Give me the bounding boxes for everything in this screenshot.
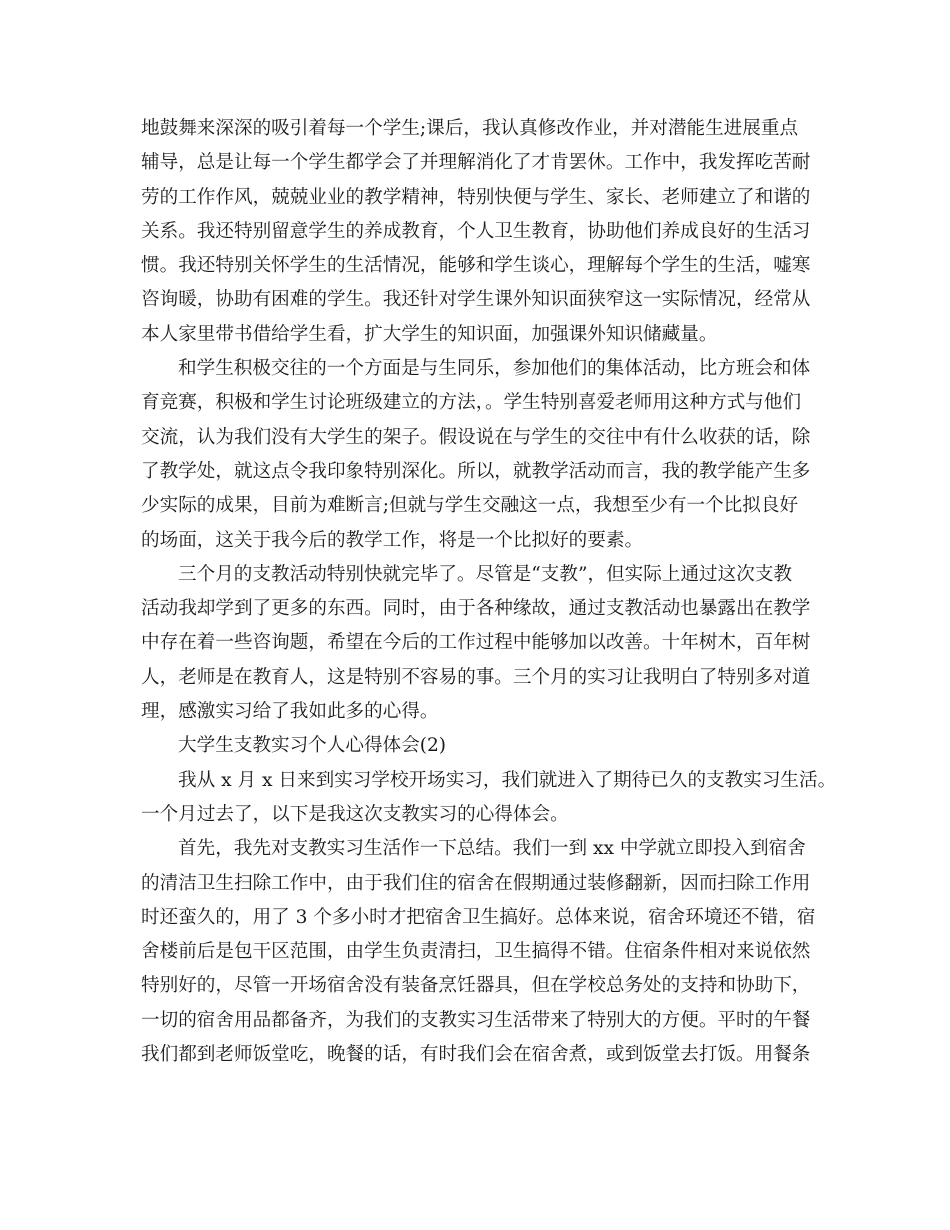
text-line: 时还蛮久的，用了 3 个多小时才把宿舍卫生搞好。总体来说，宿舍环境还不错，宿 [141,906,816,928]
text-line: 的场面，这关于我今后的教学工作，将是一个比拟好的要素。 [141,529,644,551]
text-line: 地鼓舞来深深的吸引着每一个学生;课后，我认真修改作业，并对潜能生进展重点 [141,118,799,139]
text-line: 中存在着一些咨询题，希望在今后的工作过程中能够加以改善。十年树木，百年树 [141,632,811,654]
text-line: 劳的工作作风，兢兢业业的教学精神，特别快便与学生、家长、老师建立了和谐的 [141,186,811,208]
paragraph-start-line: 首先，我先对支教实习生活作一下总结。我们一到 xx 中学就立即投入到宿舍 [178,838,806,860]
text-line: 本人家里带书借给学生看，扩大学生的知识面，加强课外知识储藏量。 [141,323,718,345]
text-line: 咨询暖，协助有困难的学生。我还针对学生课外知识面狭窄这一实际情况，经常从 [141,289,811,311]
paragraph-start-line: 和学生积极交往的一个方面是与生同乐，参加他们的集体活动，比方班会和体 [178,358,811,380]
text-line: 活动我却学到了更多的东西。同时，由于各种缘故，通过支教活动也暴露出在教学 [141,598,811,620]
paragraph-start-line: 大学生支教实习个人心得体会(2) [178,735,447,757]
text-line: 舍楼前后是包干区范围，由学生负责清扫，卫生搞得不错。住宿条件相对来说依然 [141,941,811,963]
text-line: 育竞赛，积极和学生讨论班级建立的方法，。学生特别喜爱老师用这种方式与他们 [141,392,802,414]
text-line: 惯。我还特别关怀学生的生活情况，能够和学生谈心，理解每个学生的生活，嘘寒 [141,255,811,277]
text-line: 理，感激实习给了我如此多的心得。 [141,701,439,723]
text-line: 了教学处，就这点令我印象特别深化。所以，就教学活动而言，我的教学能产生多 [141,460,811,482]
text-line: 特别好的，尽管一开场宿舍没有装备烹饪器具，但在学校总务处的支持和协助下， [141,975,811,997]
text-line: 辅导，总是让每一个学生都学会了并理解消化了才肯罢休。工作中，我发挥吃苦耐 [141,152,811,174]
text-line: 关系。我还特别留意学生的养成教育，个人卫生教育，协助他们养成良好的生活习 [141,220,811,242]
text-line: 一切的宿舍用品都备齐，为我们的支教实习生活带来了特别大的方便。平时的午餐 [141,1009,811,1031]
paragraph-start-line: 我从 x 月 x 日来到实习学校开场实习，我们就进入了期待已久的支教实习生活。 [178,769,837,791]
document-body [141,112,837,1072]
text-line: 的清洁卫生扫除工作中，由于我们住的宿舍在假期通过装修翻新，因而扫除工作用 [141,872,811,894]
text-line: 少实际的成果，目前为难断言;但就与学生交融这一点，我想至少有一个比拟良好 [141,495,799,517]
text-line: 我们都到老师饭堂吃，晚餐的话，有时我们会在宿舍煮，或到饭堂去打饭。用餐条 [141,1044,811,1066]
text-line: 人，老师是在教育人，这是特别不容易的事。三个月的实习让我明白了特别多对道 [141,666,811,688]
text-line: 一个月过去了，以下是我这次支教实习的心得体会。 [141,803,569,825]
text-line: 交流，认为我们没有大学生的架子。假设说在与学生的交往中有什么收获的话，除 [141,426,811,448]
paragraph-start-line: 三个月的支教活动特别快就完毕了。尽管是“支教”，但实际上通过这次支教 [178,563,793,585]
